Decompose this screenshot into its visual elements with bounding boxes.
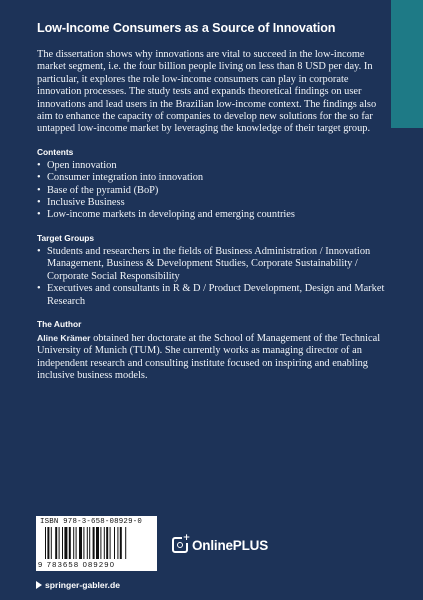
barcode-digits: 9 783658 089290 bbox=[38, 560, 116, 569]
list-item: • Low-income markets in developing and emerging countries bbox=[37, 209, 387, 221]
author-bio: obtained her doctorate at the School of Management of the Technical University of Munich (TUM). She currently works as managing director of an independent research and consulting institute focused on inspiring and enabling inclusive business models. bbox=[37, 332, 381, 382]
website-label: springer-gabler.de bbox=[45, 580, 120, 590]
barcode bbox=[36, 516, 157, 571]
target-groups-list bbox=[37, 246, 387, 308]
target-groups-heading: Target Groups bbox=[37, 232, 95, 243]
arrow-right-icon bbox=[36, 581, 42, 589]
contents-list bbox=[37, 160, 387, 222]
isbn-label: ISBN 978-3-658-08929-0 bbox=[40, 518, 142, 526]
list-item: • Inclusive Business bbox=[37, 197, 387, 209]
author-paragraph bbox=[37, 332, 387, 383]
accent-strip bbox=[391, 0, 423, 128]
summary-paragraph: The dissertation shows why innovations are vital to succeed in the low-income market segment, i.e. the four billion people living on less than 8 USD per day. In particular, it explores the role low-income consumers can play in corporate innovation processes. The study tests and expands theoretical findings on user innovations and lead users in the Brazilian low-income context. The findings also aim to enhance the capacity of companies to develop new solutions for the so far untapped low-income market by leveraging the knowledge of their target group. bbox=[37, 49, 377, 135]
list-item: • Consumer integration into innovation bbox=[37, 172, 387, 184]
author-name: Aline Krämer bbox=[37, 332, 91, 343]
onlineplus-icon: + bbox=[172, 537, 188, 553]
website-link[interactable] bbox=[36, 580, 120, 590]
cover-text bbox=[37, 20, 387, 383]
contents-heading: Contents bbox=[37, 146, 74, 157]
list-item: • Base of the pyramid (BoP) bbox=[37, 185, 387, 197]
list-item: • Students and researchers in the fields of Business Administration / Innovation Management, Business & Development Studies, Corporate Sustainability / Corporate Social Responsibility bbox=[37, 246, 387, 283]
barcode-bars bbox=[45, 527, 149, 559]
list-item: • Open innovation bbox=[37, 160, 387, 172]
list-item: • Executives and consultants in R & D / Product Development, Design and Market Research bbox=[37, 283, 387, 308]
author-heading: The Author bbox=[37, 318, 82, 329]
book-title: Low-Income Consumers as a Source of Innovation bbox=[37, 21, 336, 35]
onlineplus-badge bbox=[172, 533, 269, 553]
onlineplus-label: OnlinePLUS bbox=[192, 537, 269, 553]
